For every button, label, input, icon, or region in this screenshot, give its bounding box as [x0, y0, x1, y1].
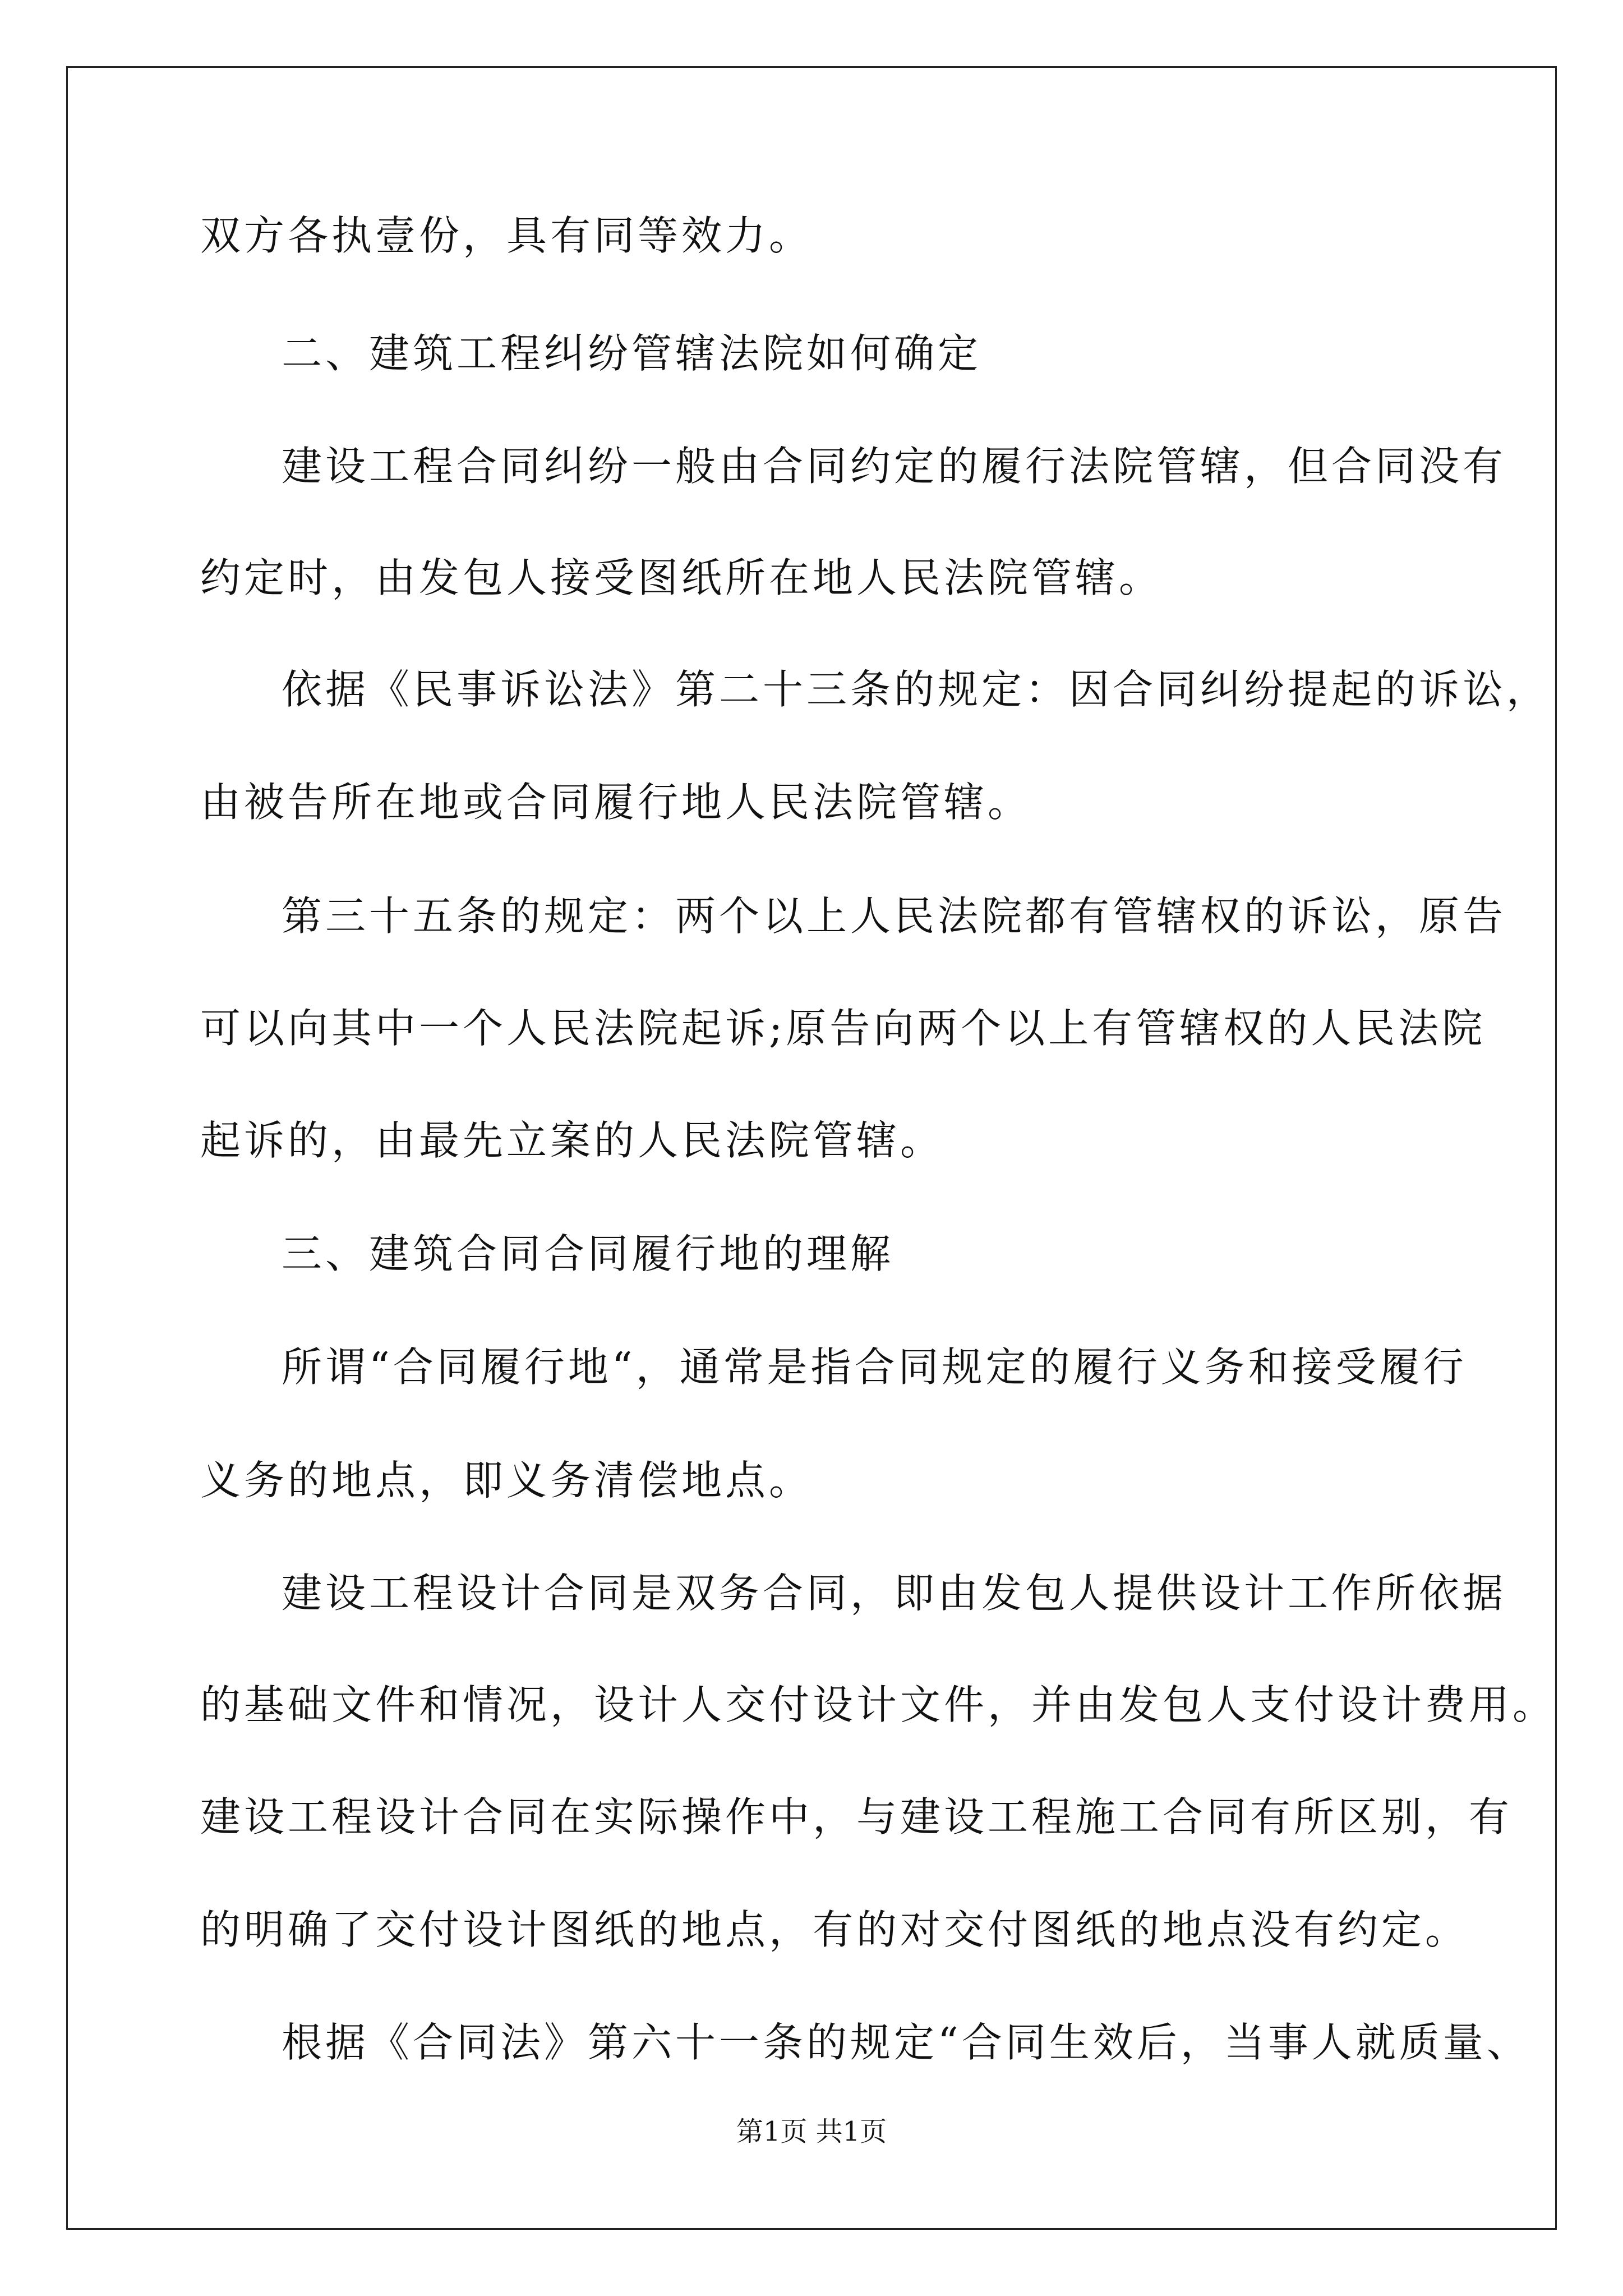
text-line-16: 的明确了交付设计图纸的地点，有的对交付图纸的地点没有约定。 — [200, 1906, 1469, 1953]
text-line-6: 由被告所在地或合同履行地人民法院管辖。 — [200, 779, 1032, 826]
section-heading-2: 二、建筑工程纠纷管辖法院如何确定 — [282, 330, 982, 377]
text-line-14: 的基础文件和情况，设计人交付设计文件，并由发包人支付设计费用。 — [200, 1681, 1557, 1728]
text-line-13: 建设工程设计合同是双务合同，即由发包人提供设计工作所依据 — [282, 1570, 1507, 1617]
text-line-5: 依据《民事诉讼法》第二十三条的规定：因合同纠纷提起的诉讼， — [282, 666, 1551, 713]
text-line-8: 可以向其中一个人民法院起诉;原告向两个以上有管辖权的人民法院 — [200, 1005, 1486, 1052]
text-line-7: 第三十五条的规定：两个以上人民法院都有管辖权的诉讼，原告 — [282, 892, 1507, 940]
text-line-17: 根据《合同法》第六十一条的规定“合同生效后，当事人就质量、 — [282, 2019, 1530, 2066]
text-line-9: 起诉的，由最先立案的人民法院管辖。 — [200, 1117, 944, 1164]
text-line-3: 建设工程合同纠纷一般由合同约定的履行法院管辖，但合同没有 — [282, 443, 1507, 490]
text-line-11: 所谓“合同履行地“，通常是指合同规定的履行义务和接受履行 — [282, 1343, 1467, 1391]
page-footer: 第1页 共1页 — [736, 2116, 887, 2147]
text-line-15: 建设工程设计合同在实际操作中，与建设工程施工合同有所区别，有 — [200, 1793, 1513, 1841]
section-heading-3: 三、建筑合同合同履行地的理解 — [282, 1230, 895, 1277]
text-line-4: 约定时，由发包人接受图纸所在地人民法院管辖。 — [200, 554, 1163, 601]
text-line-1: 双方各执壹份，具有同等效力。 — [200, 212, 813, 259]
text-line-12: 义务的地点，即义务清偿地点。 — [200, 1457, 813, 1504]
